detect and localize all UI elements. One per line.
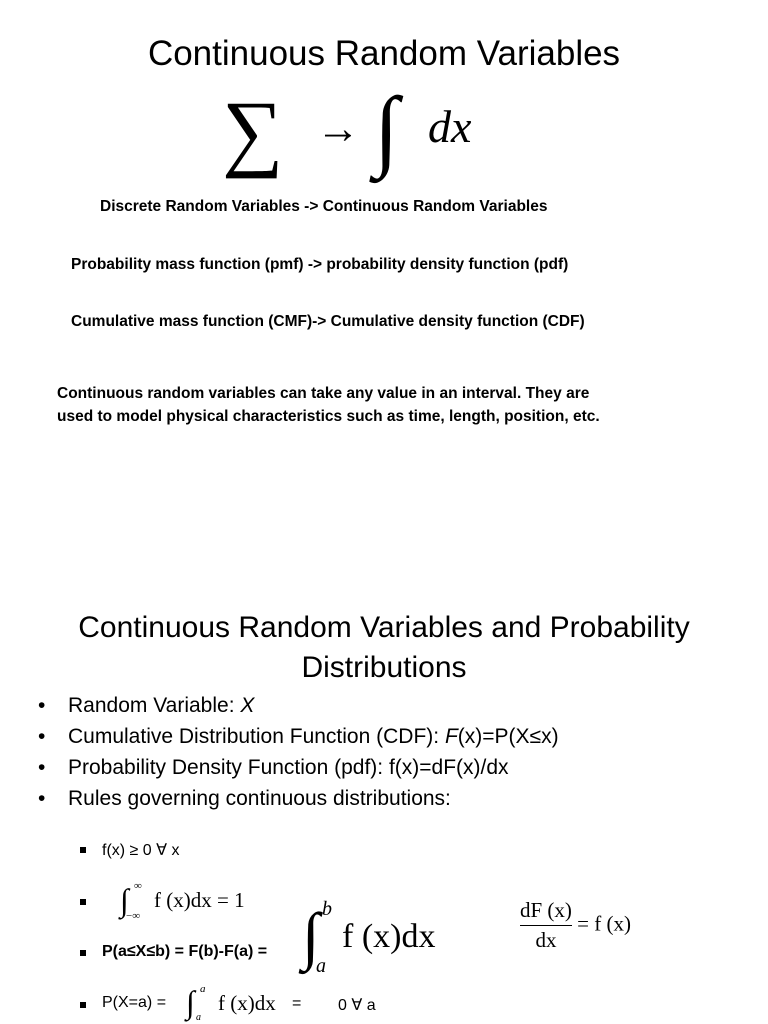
- point-prob-result: 0 ∀ a: [338, 997, 376, 1014]
- bullet-cdf: [38, 721, 559, 752]
- derivative-rhs: = f (x): [577, 911, 631, 936]
- integral-upper-limit: b: [322, 898, 332, 920]
- square-bullet-icon: [80, 950, 86, 956]
- bullet-random-variable: [38, 690, 559, 721]
- sigma-symbol: ∑: [222, 83, 284, 179]
- bullet-list: [38, 690, 559, 814]
- interval-integral-expr: f (x)dx: [342, 918, 436, 955]
- bullet-text: Rules governing continuous distributions:: [68, 787, 451, 810]
- slide1-title: Continuous Random Variables: [147, 34, 621, 73]
- bullet-var: X: [240, 694, 255, 717]
- point-integral-expr: f (x)dx: [218, 991, 276, 1015]
- rule-interval-prob: P(a≤X≤b) = F(b)-F(a) =: [102, 943, 268, 960]
- dx-symbol: dx: [428, 101, 472, 152]
- bullet-rules: [38, 783, 559, 814]
- slide2-title-line-1: Continuous Random Variables and Probability: [78, 611, 690, 644]
- slide2-title: [0, 608, 768, 688]
- continuous-description: [57, 382, 697, 428]
- rule-nonnegative: f(x) ≥ 0 ∀ x: [102, 842, 180, 859]
- integral-symbol: ∫: [120, 882, 129, 918]
- bullet-text: Probability Density Function (pdf):: [68, 756, 389, 779]
- bullet-cdf-F: F: [444, 725, 458, 748]
- integral-symbol: ∫: [302, 900, 320, 971]
- bullet-text: Cumulative Distribution Function (CDF):: [68, 725, 445, 748]
- derivative-denominator: dx: [535, 928, 557, 952]
- integral-symbol: ∫: [186, 984, 195, 1020]
- derivative-numerator: dF (x): [520, 898, 572, 922]
- bullet-text: Random Variable:: [68, 694, 241, 717]
- discrete-to-continuous-line: Discrete Random Variables -> Continuous Random Variables: [100, 198, 548, 215]
- derivative-expression: [520, 898, 631, 953]
- slide2-title-line-2: Distributions: [301, 651, 467, 684]
- square-bullet-icon: [80, 899, 86, 905]
- integral-lower-limit: −∞: [126, 910, 141, 922]
- fraction-bar: [520, 925, 572, 926]
- integral-upper-limit: ∞: [134, 880, 142, 892]
- integral-lower-limit: a: [316, 955, 326, 977]
- square-bullet-icon: [80, 1002, 86, 1008]
- bullet-cdf-rest: (x)=P(X≤x): [457, 725, 559, 748]
- bullet-pdf: [38, 752, 559, 783]
- square-bullet-icon: [80, 847, 86, 853]
- integral-upper-limit: a: [200, 983, 206, 995]
- equals-sign: =: [292, 995, 302, 1012]
- pmf-to-pdf-line: Probability mass function (pmf) -> probability density function (pdf): [71, 256, 569, 273]
- derivative-fraction: [520, 898, 572, 953]
- integral-lower-limit: a: [196, 1012, 201, 1023]
- arrow-symbol: →: [316, 104, 360, 153]
- description-line-1: Continuous random variables can take any value in an interval. They are: [57, 385, 590, 402]
- bullet-pdf-expr: f(x)=dF(x)/dx: [388, 756, 509, 779]
- integral-symbol: ∫: [374, 80, 399, 179]
- cmf-to-cdf-line: Cumulative mass function (CMF)-> Cumulative density function (CDF): [71, 313, 585, 330]
- rule-point-prob: P(X=a) =: [102, 994, 167, 1011]
- description-line-2: used to model physical characteristics such as time, length, position, etc.: [57, 408, 600, 425]
- normalization-expr: f (x)dx = 1: [154, 888, 245, 912]
